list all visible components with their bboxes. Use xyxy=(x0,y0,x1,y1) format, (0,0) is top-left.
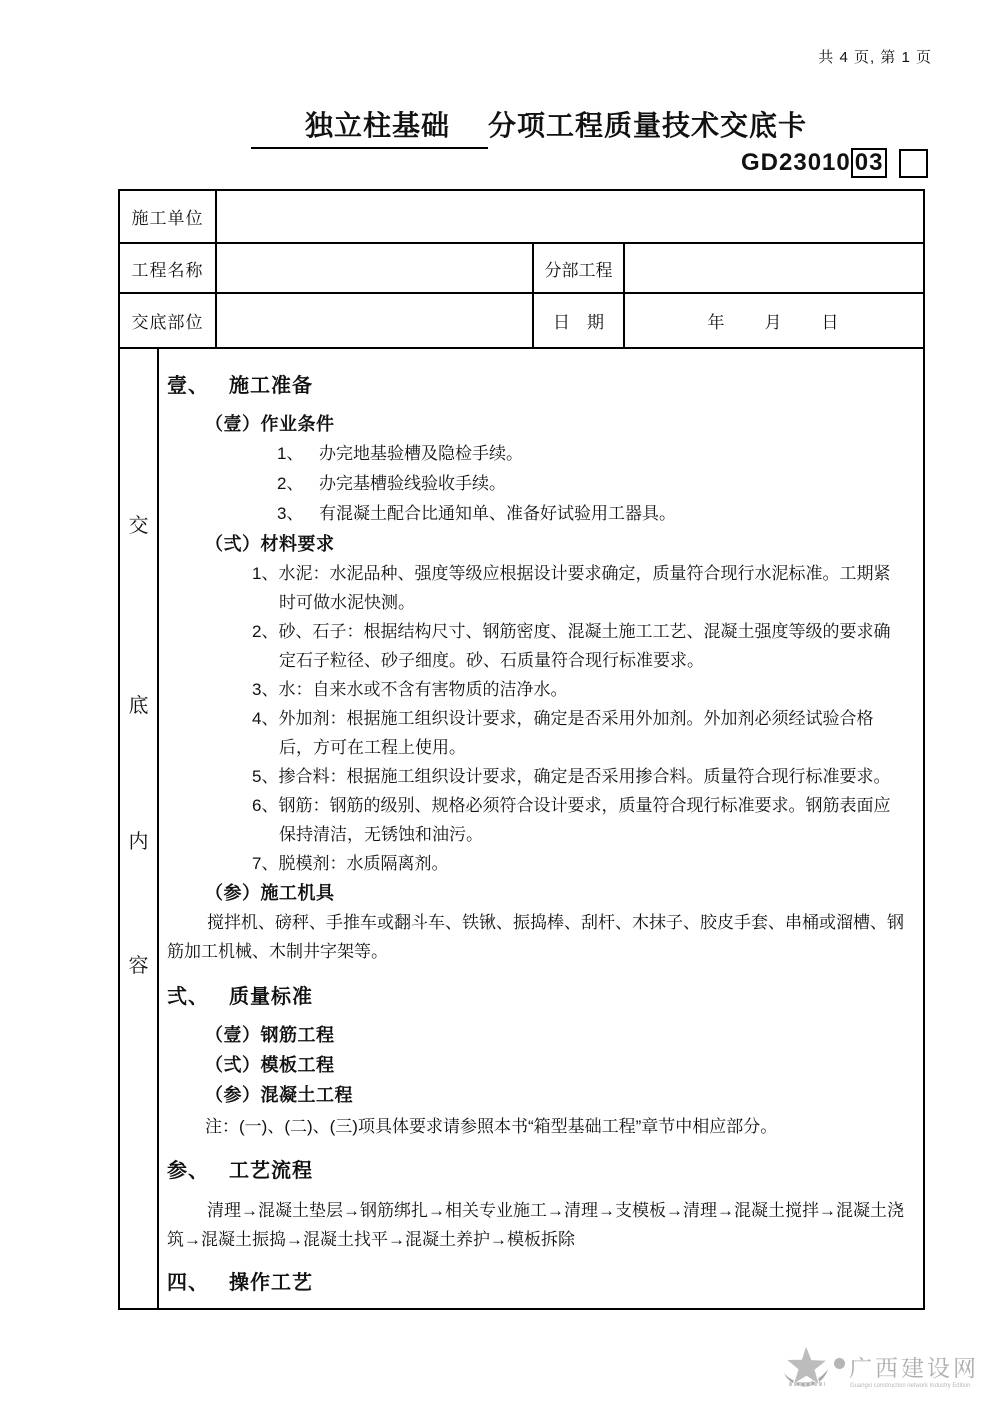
content-line-li2 xyxy=(167,559,907,617)
document-title xyxy=(251,104,807,149)
content-line-li1 xyxy=(277,499,907,529)
content-line-h2: （壹）作业条件 xyxy=(205,414,335,435)
content-line-h1 xyxy=(167,375,907,397)
line-text: 操作工艺 xyxy=(229,1272,313,1295)
vertical-label-char: 内 xyxy=(128,831,149,854)
line-text: 办完基槽验线验收手续。 xyxy=(319,474,506,494)
line-number: 1、 xyxy=(277,444,304,464)
line-number: 4、 xyxy=(252,709,279,729)
logo-caption-scribble xyxy=(789,1382,825,1386)
line-number: 3、 xyxy=(277,504,304,524)
empty-checkbox xyxy=(899,149,928,178)
disclosure-part-value xyxy=(217,294,534,347)
doc-code-boxed-digits: 03 xyxy=(851,148,888,178)
division-work-value xyxy=(625,244,923,293)
content-line-li1 xyxy=(277,469,907,499)
content-line-li2 xyxy=(167,675,907,704)
division-work-label: 分部工程 xyxy=(534,244,625,293)
content-line-p: 清理→混凝土垫层→钢筋绑扎→相关专业施工→清理→支模板→清理→混凝土搅拌→混凝土浇筑→混凝土振捣→混凝土找平→混凝土养护→模板拆除 xyxy=(167,1201,904,1250)
line-number: 参、 xyxy=(167,1160,209,1183)
table-row-construction-unit xyxy=(120,191,923,244)
table-row-content xyxy=(120,349,923,1308)
line-text: 砂、石子：根据结构尺寸、钢筋密度、混凝土施工工艺、混凝土强度等级的要求确定石子粒径、砂子细度。砂、石质量符合现行标准要求。 xyxy=(278,622,891,671)
content-line-h2: （弍）材料要求 xyxy=(205,534,335,555)
page-counter: 共 4 页, 第 1 页 xyxy=(818,49,932,66)
doc-code xyxy=(741,148,928,178)
content-line-note: 注：(一)、(二)、(三)项具体要求请参照本书“箱型基础工程”章节中相应部分。 xyxy=(205,1117,778,1137)
line-number: 弍、 xyxy=(167,986,209,1009)
line-number: 2、 xyxy=(252,622,279,642)
line-number: 壹、 xyxy=(167,375,209,398)
content-line-h2: （壹）钢筋工程 xyxy=(205,1025,335,1046)
line-text: 施工准备 xyxy=(229,375,313,398)
line-number: 7、 xyxy=(252,854,279,874)
table-row-disclosure-part xyxy=(120,294,923,349)
construction-unit-label: 施工单位 xyxy=(120,191,217,242)
table-row-project-name xyxy=(120,244,923,295)
content-line-h1 xyxy=(167,986,907,1008)
line-text: 有混凝土配合比通知单、准备好试验用工器具。 xyxy=(319,504,676,524)
line-number: 6、 xyxy=(252,796,279,816)
content-line-li2 xyxy=(167,704,907,762)
line-text: 办完地基验槽及隐检手续。 xyxy=(319,444,523,464)
date-value: 年 月 日 xyxy=(707,313,841,333)
title-fill-in-blank: 独立柱基础 xyxy=(251,104,488,149)
line-number: 5、 xyxy=(252,767,279,787)
info-table xyxy=(118,189,925,1310)
content-body xyxy=(159,349,923,1308)
date-label: 日 期 xyxy=(534,294,625,347)
title-main-text: 分项工程质量技术交底卡 xyxy=(488,110,808,141)
project-name-label: 工程名称 xyxy=(120,244,217,293)
line-text: 工艺流程 xyxy=(229,1160,313,1183)
watermark xyxy=(775,1338,990,1400)
content-line-h2: （参）混凝土工程 xyxy=(205,1085,353,1106)
content-line-li2 xyxy=(167,791,907,849)
vertical-label-char: 底 xyxy=(128,695,149,718)
project-name-value xyxy=(217,244,534,293)
line-text: 外加剂：根据施工组织设计要求，确定是否采用外加剂。外加剂必须经试验合格后，方可在工程上使用。 xyxy=(278,709,874,758)
content-line-li2 xyxy=(167,617,907,675)
content-line-h1 xyxy=(167,1272,907,1294)
line-text: 钢筋：钢筋的级别、规格必须符合设计要求，质量符合现行标准要求。钢筋表面应保持清洁，无锈蚀和油污。 xyxy=(278,796,891,845)
line-text: 质量标准 xyxy=(229,986,313,1009)
line-number: 3、 xyxy=(252,680,279,700)
watermark-site-name: 广西建设网 xyxy=(849,1356,979,1381)
watermark-site-subtitle: Guangxi construction network Industry Edition xyxy=(850,1382,971,1389)
line-text: 水：自来水或不含有害物质的洁净水。 xyxy=(278,680,568,700)
content-line-li2 xyxy=(167,849,907,878)
construction-unit-value xyxy=(217,191,923,242)
vertical-label-char: 容 xyxy=(128,955,149,978)
content-line-h2: （参）施工机具 xyxy=(205,883,335,904)
content-line-h2: （弍）模板工程 xyxy=(205,1055,335,1076)
content-line-li2 xyxy=(167,762,907,791)
content-line-p: 搅拌机、磅秤、手推车或翻斗车、铁锹、振捣棒、刮杆、木抹子、胶皮手套、串桶或溜槽、钢筋加工机械、木制井字架等。 xyxy=(167,913,904,962)
vertical-label-char: 交 xyxy=(128,515,149,538)
content-line-li1 xyxy=(277,439,907,469)
line-number: 1、 xyxy=(252,564,279,584)
line-text: 脱模剂：水质隔离剂。 xyxy=(278,854,449,874)
doc-code-prefix: GD23010 xyxy=(741,149,851,176)
line-number: 2、 xyxy=(277,474,304,494)
vertical-label-disclosure-content xyxy=(120,349,159,1308)
line-text: 水泥：水泥品种、强度等级应根据设计要求确定，质量符合现行水泥标准。工期紧时可做水泥快测。 xyxy=(278,564,891,613)
logo-dot xyxy=(834,1358,845,1369)
content-line-h1 xyxy=(167,1160,907,1182)
line-text: 掺合料：根据施工组织设计要求，确定是否采用掺合料。质量符合现行标准要求。 xyxy=(278,767,891,787)
disclosure-part-label: 交底部位 xyxy=(120,294,217,347)
line-number: 四、 xyxy=(167,1272,209,1295)
